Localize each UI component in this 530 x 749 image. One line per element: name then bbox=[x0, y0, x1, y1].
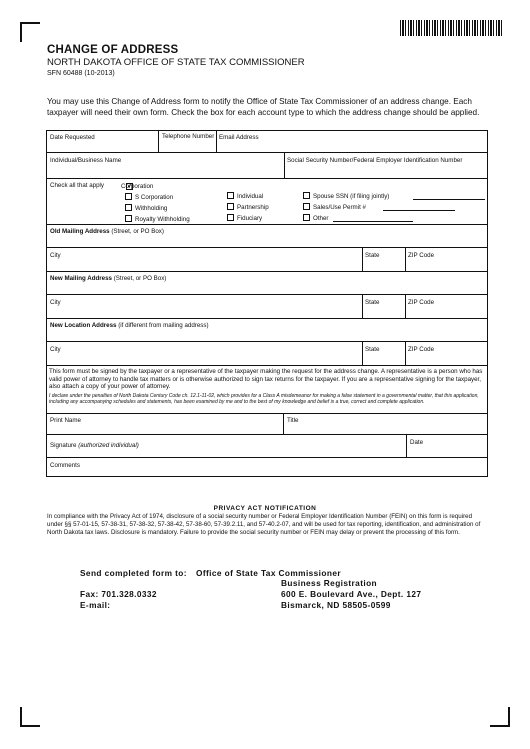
date-requested-label: Date Requested bbox=[50, 134, 95, 141]
comments-field[interactable] bbox=[47, 458, 487, 478]
signature-notice-row bbox=[47, 366, 487, 414]
email-label: Email Address bbox=[219, 134, 259, 141]
corner-mark-bottom-right bbox=[490, 707, 510, 727]
corner-mark-bottom-left bbox=[20, 707, 40, 727]
signature-field[interactable] bbox=[47, 435, 407, 457]
s-corporation-checkbox[interactable] bbox=[125, 193, 132, 200]
contact-row bbox=[47, 131, 487, 153]
date-label: Date bbox=[410, 439, 424, 446]
s-corporation-label: S Corporation bbox=[135, 194, 174, 201]
new-zip-field[interactable] bbox=[406, 295, 487, 318]
royalty-withholding-checkbox[interactable] bbox=[125, 215, 132, 222]
other-input[interactable] bbox=[333, 221, 413, 222]
sales-use-checkbox[interactable] bbox=[303, 203, 310, 210]
telephone-field[interactable] bbox=[159, 131, 217, 152]
spouse-ssn-input[interactable] bbox=[413, 199, 485, 200]
location-address-row[interactable] bbox=[47, 319, 487, 342]
ssn-field[interactable] bbox=[285, 153, 487, 178]
old-city-field[interactable] bbox=[47, 248, 363, 271]
old-state-field[interactable] bbox=[363, 248, 406, 271]
corporation-label: Corporation bbox=[121, 183, 154, 190]
email-label-bottom: E-mail: bbox=[80, 600, 111, 610]
declaration-text: I declare under the penalties of North Dakota Century Code ch. 12.1-11-02, which provides for a Class A misdemeanor for making a false statement in a governmental matter, that this application, including any accompanying schedules and statements, has been examined by me and to the best of my knowledge and belief is a true, correct and complete application. bbox=[49, 393, 479, 405]
telephone-label: Telephone Number bbox=[162, 133, 215, 140]
account-type-row bbox=[47, 179, 487, 225]
agency-name: NORTH DAKOTA OFFICE OF STATE TAX COMMISSIONER bbox=[47, 57, 305, 68]
fiduciary-checkbox[interactable] bbox=[227, 214, 234, 221]
privacy-heading: PRIVACY ACT NOTIFICATION bbox=[213, 505, 317, 512]
spouse-ssn-label: Spouse SSN (if filing jointly) bbox=[313, 193, 390, 200]
old-address-label: Old Mailing Address (Street, or PO Box) bbox=[50, 228, 164, 235]
sales-use-label: Sales/Use Permit # bbox=[313, 204, 366, 211]
check-all-label: Check all that apply bbox=[50, 182, 104, 189]
print-name-field[interactable] bbox=[47, 414, 284, 434]
new-zip-label: ZIP Code bbox=[408, 299, 435, 306]
business-name-label: Individual/Business Name bbox=[50, 157, 122, 164]
individual-label: Individual bbox=[237, 193, 264, 200]
signature-row bbox=[47, 435, 487, 458]
location-city-row bbox=[47, 342, 487, 366]
new-address-label: New Mailing Address (Street, or PO Box) bbox=[50, 275, 167, 282]
old-zip-label: ZIP Code bbox=[408, 252, 435, 259]
print-name-row bbox=[47, 414, 487, 435]
send-city: Bismarck, ND 58505-0599 bbox=[281, 600, 391, 610]
old-state-label: State bbox=[365, 252, 380, 259]
withholding-label: Withholding bbox=[135, 205, 168, 212]
title-label: Title bbox=[287, 417, 299, 424]
partnership-checkbox[interactable] bbox=[227, 203, 234, 210]
fax-number: Fax: 701.328.0332 bbox=[80, 589, 157, 599]
date-field[interactable] bbox=[407, 435, 487, 457]
other-checkbox[interactable] bbox=[303, 214, 310, 221]
form-header bbox=[47, 44, 305, 77]
new-state-label: State bbox=[365, 299, 380, 306]
intro-text: You may use this Change of Address form to notify the Office of State Tax Commissioner of an address change. Each taxpayer will need their own form. Check the box for each account type to which the address change should be applied. bbox=[47, 97, 480, 117]
new-city-row bbox=[47, 295, 487, 319]
other-label: Other bbox=[313, 215, 329, 222]
date-requested-field[interactable] bbox=[47, 131, 159, 152]
old-zip-field[interactable] bbox=[406, 248, 487, 271]
privacy-text: In compliance with the Privacy Act of 1974, disclosure of a social security number or Federal Employer Identification Number (FEIN) on this form is required under §§ 57-01-15, 57-38-31, 57-38-32, 57-38-42, 57-38-60, 57-39.2.11, and 57-40.2-07, and will be used for tax reporting, identification, and administration of North Dakota tax laws. Disclosure is mandatory. Failure to provide the social security number or FEIN may delay or prevent the processing of this form. bbox=[47, 513, 481, 536]
email-field[interactable] bbox=[217, 131, 487, 152]
send-org: Office of State Tax Commissioner bbox=[196, 568, 341, 578]
comments-label: Comments bbox=[50, 462, 80, 469]
sales-use-input[interactable] bbox=[383, 210, 455, 211]
location-zip-label: ZIP Code bbox=[408, 346, 435, 353]
new-address-row[interactable] bbox=[47, 272, 487, 295]
old-city-label: City bbox=[50, 252, 61, 259]
fiduciary-label: Fiduciary bbox=[237, 215, 263, 222]
old-city-row bbox=[47, 248, 487, 272]
signature-notice: This form must be signed by the taxpayer or a representative of the taxpayer making the request for the address change. A representative is a person who has valid power of attorney to handle tax matters or is otherwise authorized to sign tax returns for the taxpayer. If you are a representative signing for the taxpayer, also attach a copy of your power of attorney. bbox=[49, 368, 483, 391]
location-state-label: State bbox=[365, 346, 380, 353]
send-street: 600 E. Boulevard Ave., Dept. 127 bbox=[281, 589, 422, 599]
location-city-label: City bbox=[50, 346, 61, 353]
corner-mark-top-left bbox=[20, 22, 40, 42]
royalty-withholding-label: Royalty Withholding bbox=[135, 216, 190, 223]
form-number: SFN 60488 (10-2013) bbox=[47, 70, 115, 77]
location-state-field[interactable] bbox=[363, 342, 406, 365]
old-address-row[interactable] bbox=[47, 225, 487, 248]
send-dept: Business Registration bbox=[281, 578, 377, 588]
withholding-checkbox[interactable] bbox=[125, 204, 132, 211]
signature-label: Signature (authorized individual) bbox=[50, 442, 139, 449]
ssn-label: Social Security Number/Federal Employer Identification Number bbox=[287, 157, 463, 164]
new-state-field[interactable] bbox=[363, 295, 406, 318]
name-row bbox=[47, 153, 487, 179]
print-name-label: Print Name bbox=[50, 417, 81, 424]
individual-checkbox[interactable] bbox=[227, 192, 234, 199]
barcode bbox=[400, 20, 504, 36]
location-zip-field[interactable] bbox=[406, 342, 487, 365]
change-of-address-form bbox=[46, 130, 488, 477]
location-city-field[interactable] bbox=[47, 342, 363, 365]
page-title: CHANGE OF ADDRESS bbox=[47, 44, 179, 56]
new-city-label: City bbox=[50, 299, 61, 306]
business-name-field[interactable] bbox=[47, 153, 285, 178]
partnership-label: Partnership bbox=[237, 204, 269, 211]
location-address-label: New Location Address (if different from mailing address) bbox=[50, 322, 209, 329]
title-field[interactable] bbox=[284, 414, 487, 434]
spouse-ssn-checkbox[interactable] bbox=[303, 192, 310, 199]
send-to-label: Send completed form to: bbox=[80, 568, 187, 578]
new-city-field[interactable] bbox=[47, 295, 363, 318]
